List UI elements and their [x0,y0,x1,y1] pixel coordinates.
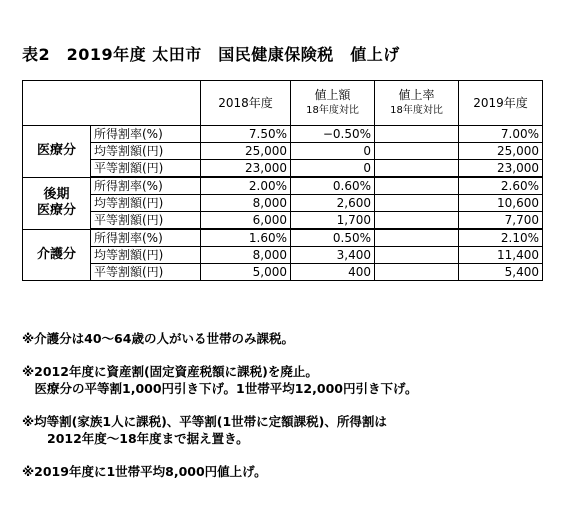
header-rate-label: 値上率 [398,88,435,102]
row-item: 平等割額(円) [91,160,201,178]
cell-2018: 1.60% [201,229,291,247]
cell-2018: 6,000 [201,212,291,230]
table-row [23,177,543,195]
row-item: 所得割率(%) [91,126,201,143]
group-label-care: 介護分 [23,229,91,281]
tax-rate-table [22,80,543,281]
group-label-late-medical [23,177,91,229]
row-item: 所得割率(%) [91,177,201,195]
table-row [23,264,543,281]
cell-increase: 400 [291,264,375,281]
header-increase [291,81,375,126]
cell-rate [375,212,459,230]
table-title: 表2 2019年度 太田市 国民健康保険税 値上げ [22,45,400,64]
row-item: 平等割額(円) [91,264,201,281]
table-row [23,247,543,264]
cell-increase: 0.50% [291,229,375,247]
row-item: 均等割額(円) [91,143,201,160]
row-item: 均等割額(円) [91,247,201,264]
header-2019: 2019年度 [459,81,543,126]
header-row [23,81,543,126]
cell-rate [375,264,459,281]
header-rate [375,81,459,126]
table-row [23,143,543,160]
table-row [23,195,543,212]
table-row [23,229,543,247]
cell-2019: 23,000 [459,160,543,178]
note-care-levy: ※介護分は40～64歳の人がいる世帯のみ課税。 [22,331,294,346]
header-corner [23,81,201,126]
cell-increase: 0 [291,143,375,160]
cell-2019: 7,700 [459,212,543,230]
cell-2019: 11,400 [459,247,543,264]
table-row [23,126,543,143]
header-increase-label: 値上額 [314,88,351,102]
cell-increase: 2,600 [291,195,375,212]
header-2018: 2018年度 [201,81,291,126]
cell-2019: 5,400 [459,264,543,281]
cell-rate [375,195,459,212]
note-2019-increase: ※2019年度に1世帯平均8,000円値上げ。 [22,464,267,479]
note-asset-levy-abolished: ※2012年度に資産割(固定資産税額に課税)を廃止。 医療分の平等割1,000円引き下げ。1世帯平均12,000円引き下げ。 [22,364,418,396]
group-label-line2: 医療分 [36,203,76,218]
group-label-medical: 医療分 [23,126,91,178]
cell-rate [375,126,459,143]
note-rates-frozen: ※均等割(家族1人に課税)、平等割(1世帯に定額課税)、所得割は 2012年度～18年度まで据え置き。 [22,414,387,446]
row-item: 均等割額(円) [91,195,201,212]
cell-2018: 5,000 [201,264,291,281]
row-item: 平等割額(円) [91,212,201,230]
group-label-line1: 後期 [43,187,70,202]
cell-increase: 0.60% [291,177,375,195]
cell-increase: −0.50% [291,126,375,143]
cell-rate [375,160,459,178]
cell-rate [375,177,459,195]
cell-2019: 10,600 [459,195,543,212]
cell-increase: 1,700 [291,212,375,230]
header-rate-sub: 18年度対比 [390,105,443,116]
cell-2019: 25,000 [459,143,543,160]
cell-2018: 2.00% [201,177,291,195]
cell-increase: 3,400 [291,247,375,264]
cell-2018: 23,000 [201,160,291,178]
cell-2018: 25,000 [201,143,291,160]
cell-rate [375,143,459,160]
cell-rate [375,247,459,264]
cell-2018: 8,000 [201,195,291,212]
cell-2018: 7.50% [201,126,291,143]
cell-2019: 7.00% [459,126,543,143]
cell-increase: 0 [291,160,375,178]
row-item: 所得割率(%) [91,229,201,247]
cell-2019: 2.60% [459,177,543,195]
header-increase-sub: 18年度対比 [306,105,359,116]
cell-2019: 2.10% [459,229,543,247]
notes-section [22,330,417,496]
cell-rate [375,229,459,247]
table-row [23,212,543,230]
cell-2018: 8,000 [201,247,291,264]
table-row [23,160,543,178]
